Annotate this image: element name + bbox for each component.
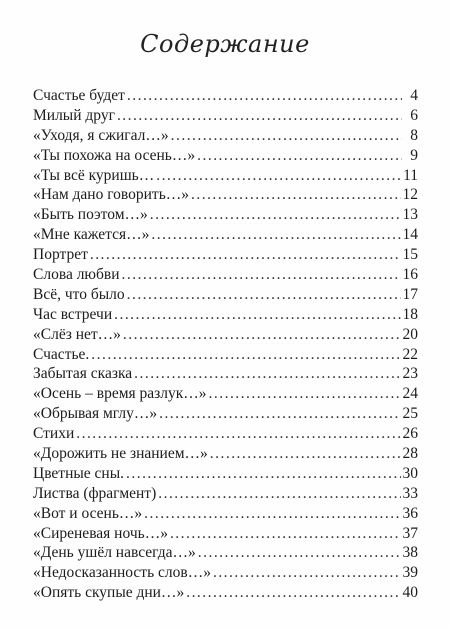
toc-entry-page-number: 22 — [402, 345, 418, 363]
toc-entry-page-number: 40 — [402, 584, 418, 602]
toc-entry — [33, 384, 418, 404]
toc-entry-page-number: 30 — [402, 464, 418, 482]
toc-entry-page-number: 37 — [402, 524, 418, 542]
toc-entry — [33, 563, 418, 583]
toc-entry-page-number: 24 — [402, 385, 418, 403]
toc-entry — [33, 225, 418, 245]
toc-entry-title: «Недосказанность слов…» — [33, 564, 211, 582]
toc-entry — [33, 444, 418, 464]
toc-entry-page-number: 9 — [410, 146, 418, 164]
toc-entry-title: Всё, что было — [33, 285, 125, 303]
toc-entry-page-number: 39 — [402, 564, 418, 582]
toc-entry-page-number: 25 — [402, 405, 418, 423]
dot-leader — [156, 166, 401, 186]
dot-leader — [151, 225, 400, 245]
toc-entry-title: «Нам дано говорить…» — [33, 186, 190, 204]
dot-leader — [210, 444, 401, 464]
dot-leader — [117, 106, 402, 126]
page-title: Содержание — [140, 30, 310, 58]
toc-entry — [33, 185, 418, 205]
toc-entry-page-number: 18 — [402, 305, 418, 323]
dot-leader — [209, 384, 401, 404]
dot-leader — [171, 126, 402, 146]
toc-entry — [33, 325, 418, 345]
table-of-contents — [33, 86, 418, 603]
toc-entry-page-number: 36 — [402, 504, 418, 522]
dot-leader — [127, 86, 402, 106]
toc-entry-page-number: 15 — [402, 246, 418, 264]
toc-entry-title: Забытая сказка — [33, 365, 133, 383]
dot-leader — [76, 424, 400, 444]
toc-entry — [33, 543, 418, 563]
dot-leader — [186, 583, 400, 603]
toc-entry-title: «Ты похожа на осень…» — [33, 146, 196, 164]
dot-leader — [144, 504, 400, 524]
toc-entry-page-number: 17 — [402, 285, 418, 303]
dot-leader — [126, 464, 400, 484]
toc-entry-page-number: 11 — [403, 166, 418, 184]
toc-entry-page-number: 13 — [402, 206, 418, 224]
toc-entry — [33, 166, 418, 186]
toc-entry — [33, 205, 418, 225]
toc-entry-title: «Обрывая мглу…» — [33, 405, 158, 423]
toc-entry — [33, 524, 418, 544]
dot-leader — [127, 285, 401, 305]
toc-entry — [33, 86, 418, 106]
toc-entry — [33, 345, 418, 365]
dot-leader — [213, 563, 401, 583]
toc-entry-title: «Слёз нет…» — [33, 325, 121, 343]
toc-entry-title: Час встречи — [33, 305, 113, 323]
toc-entry-title: «Уходя, я сжигал…» — [33, 126, 169, 144]
dot-leader — [150, 205, 401, 225]
toc-entry — [33, 126, 418, 146]
toc-entry-page-number: 4 — [410, 87, 418, 104]
toc-entry-title: Счастье. — [33, 345, 90, 363]
toc-entry-title: Счастье будет — [33, 87, 125, 104]
dot-leader — [134, 364, 400, 384]
toc-entry-title: «Сиреневая ночь…» — [33, 524, 168, 542]
toc-entry-page-number: 33 — [402, 484, 418, 502]
toc-entry — [33, 404, 418, 424]
toc-entry — [33, 146, 418, 166]
dot-leader — [197, 146, 402, 166]
toc-entry-title: «Вот и осень…» — [33, 504, 143, 522]
dot-leader — [158, 484, 400, 504]
dot-leader — [170, 524, 401, 544]
toc-entry-title: «Опять скупые дни…» — [33, 584, 185, 602]
toc-entry — [33, 484, 418, 504]
toc-entry-title: Стихи — [33, 425, 75, 443]
toc-entry — [33, 245, 418, 265]
dot-leader — [123, 325, 401, 345]
toc-entry-title: «Дорожить не знанием…» — [33, 445, 208, 463]
dot-leader — [191, 185, 400, 205]
toc-entry-page-number: 38 — [402, 544, 418, 562]
toc-entry-title: «День ушёл навсегда…» — [33, 544, 196, 562]
toc-entry-title: Слова любви — [33, 266, 120, 284]
toc-entry — [33, 364, 418, 384]
toc-entry-page-number: 23 — [402, 365, 418, 383]
toc-entry — [33, 106, 418, 126]
toc-entry-title: «Мне кажется…» — [33, 226, 150, 244]
toc-entry-title: Листва (фрагмент) — [33, 484, 157, 502]
toc-entry — [33, 464, 418, 484]
toc-entry — [33, 285, 418, 305]
toc-entry — [33, 504, 418, 524]
toc-entry-title: «Осень – время разлук…» — [33, 385, 207, 403]
toc-entry-page-number: 8 — [410, 126, 418, 144]
dot-leader — [90, 245, 401, 265]
toc-entry-page-number: 14 — [402, 226, 418, 244]
dot-leader — [122, 265, 401, 285]
toc-entry-page-number: 28 — [402, 445, 418, 463]
toc-entry-page-number: 12 — [402, 186, 418, 204]
toc-entry-page-number: 6 — [410, 106, 418, 124]
toc-entry — [33, 583, 418, 603]
toc-entry-title: «Ты всё куришь… — [33, 166, 155, 184]
dot-leader — [159, 404, 400, 424]
toc-entry-title: «Быть поэтом…» — [33, 206, 148, 224]
dot-leader — [91, 345, 400, 365]
dot-leader — [198, 543, 401, 563]
toc-entry-title: Милый друг — [33, 106, 115, 124]
toc-entry — [33, 265, 418, 285]
dot-leader — [114, 305, 400, 325]
toc-entry-page-number: 26 — [402, 425, 418, 443]
toc-entry-page-number: 20 — [402, 325, 418, 343]
toc-entry-page-number: 16 — [402, 266, 418, 284]
toc-entry-title: Цветные сны. — [33, 464, 125, 482]
toc-entry — [33, 424, 418, 444]
toc-entry — [33, 305, 418, 325]
toc-entry-title: Портрет — [33, 246, 88, 264]
